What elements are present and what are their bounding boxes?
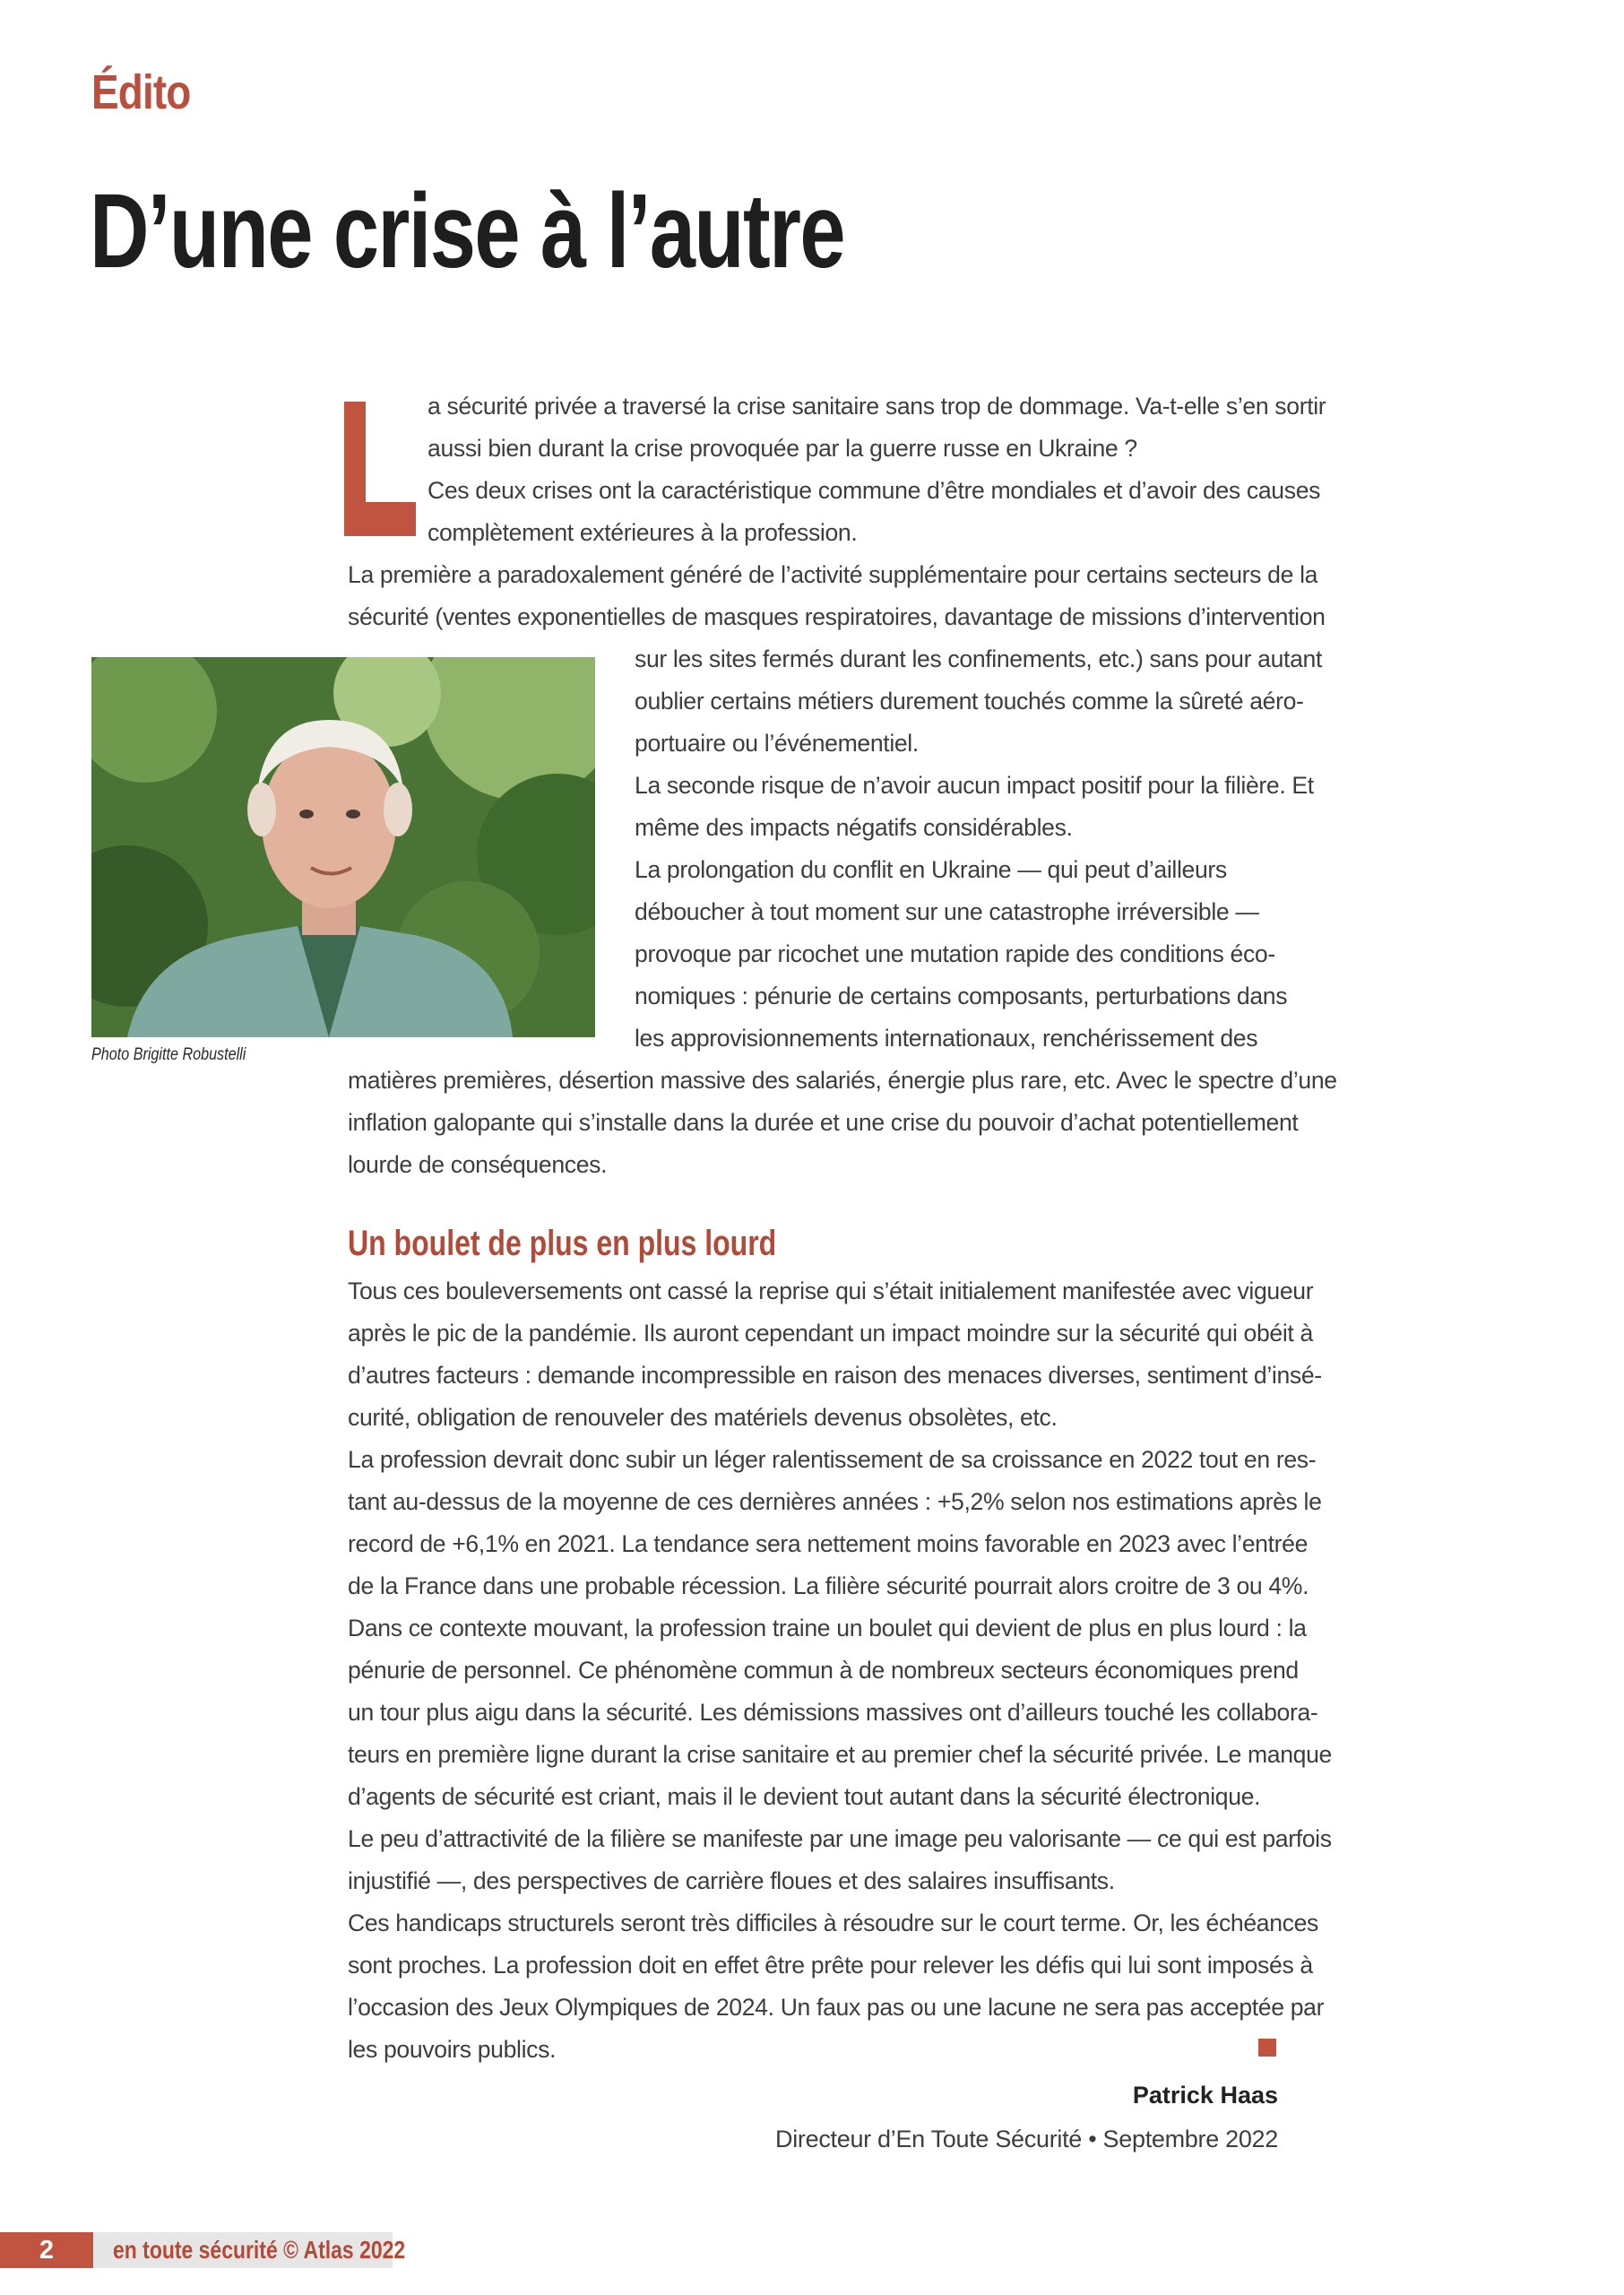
text-line: sont proches. La profession doit en effet être prête pour relever les défis qui lui sont imposés à <box>348 1952 1313 1979</box>
text-line: sécurité (ventes exponentielles de masques respiratoires, davantage de missions d’intervention <box>348 603 1326 630</box>
section-kicker: Édito <box>91 65 191 119</box>
author-photo <box>91 657 595 1037</box>
text-line: même des impacts négatifs considérables. <box>635 814 1073 841</box>
text-line: Dans ce contexte mouvant, la profession traine un boulet qui devient de plus en plus lourd : la <box>348 1615 1307 1641</box>
text-line: déboucher à tout moment sur une catastrophe irréversible — <box>635 898 1259 925</box>
text-line: record de +6,1% en 2021. La tendance sera nettement moins favorable en 2023 avec l’entrée <box>348 1530 1309 1557</box>
footer-publication: en toute sécurité © Atlas 2022 <box>113 2236 406 2264</box>
text-line: d’agents de sécurité est criant, mais il le devient tout autant dans la sécurité électronique. <box>348 1783 1261 1810</box>
text-line: les pouvoirs publics. <box>348 2036 557 2063</box>
text-line: aussi bien durant la crise provoquée par la guerre russe en Ukraine ? <box>428 435 1137 462</box>
text-line: sur les sites fermés durant les confinements, etc.) sans pour autant <box>635 645 1323 672</box>
text-line: a sécurité privée a traversé la crise sanitaire sans trop de dommage. Va-t-elle s’en sortir <box>428 393 1326 420</box>
text-line: de la France dans une probable récession. La filière sécurité pourrait alors croitre de 3 ou 4%. <box>348 1572 1309 1599</box>
text-line: un tour plus aigu dans la sécurité. Les démissions massives ont d’ailleurs touché les collabora- <box>348 1699 1318 1726</box>
text-line: tant au-dessus de la moyenne de ces dernières années : +5,2% selon nos estimations après le <box>348 1488 1322 1515</box>
text-line: après le pic de la pandémie. Ils auront cependant un impact moindre sur la sécurité qui obéit à <box>348 1320 1313 1347</box>
text-line: La seconde risque de n’avoir aucun impact positif pour la filière. Et <box>635 772 1314 799</box>
portrait-illustration <box>91 657 595 1037</box>
page-title: D’une crise à l’autre <box>90 172 844 290</box>
text-line: Ces deux crises ont la caractéristique commune d’être mondiales et d’avoir des causes <box>428 477 1321 504</box>
text-line: d’autres facteurs : demande incompressible en raison des menaces diverses, sentiment d’insé- <box>348 1362 1322 1389</box>
text-line: teurs en première ligne durant la crise sanitaire et au premier chef la sécurité privée. Le manque <box>348 1741 1332 1768</box>
author-name: Patrick Haas <box>1132 2082 1278 2109</box>
text-line: La profession devrait donc subir un léger ralentissement de sa croissance en 2022 tout en res- <box>348 1446 1317 1473</box>
text-line: les approvisionnements internationaux, renchérissement des <box>635 1025 1258 1052</box>
text-line: injustifié —, des perspectives de carrière floues et des salaires insuffisants. <box>348 1867 1115 1894</box>
author-role: Directeur d’En Toute Sécurité • Septembre 2022 <box>775 2126 1278 2152</box>
text-line: La prolongation du conflit en Ukraine — qui peut d’ailleurs <box>635 856 1227 883</box>
text-line: Tous ces bouleversements ont cassé la reprise qui s’était initialement manifestée avec vigueur <box>348 1277 1314 1304</box>
text-line: matières premières, désertion massive des salariés, énergie plus rare, etc. Avec le spectre d’une <box>348 1067 1337 1094</box>
text-line: lourde de conséquences. <box>348 1151 608 1178</box>
page-number: 2 <box>0 2232 93 2268</box>
text-line: oublier certains métiers durement touchés comme la sûreté aéro- <box>635 688 1304 714</box>
text-line: La première a paradoxalement généré de l’activité supplémentaire pour certains secteurs de la <box>348 561 1318 588</box>
text-line: curité, obligation de renouveler des matériels devenus obsolètes, etc. <box>348 1404 1058 1431</box>
photo-caption: Photo Brigitte Robustelli <box>91 1045 246 1064</box>
text-line: pénurie de personnel. Ce phénomène commun à de nombreux secteurs économiques prend <box>348 1657 1299 1684</box>
text-line: nomiques : pénurie de certains composants, perturbations dans <box>635 983 1288 1009</box>
text-line: portuaire ou l’événementiel. <box>635 730 919 757</box>
text-line: complètement extérieures à la profession. <box>428 519 858 546</box>
text-line: Ces handicaps structurels seront très difficiles à résoudre sur le court terme. Or, les échéances <box>348 1910 1319 1936</box>
section-heading: Un boulet de plus en plus lourd <box>348 1224 777 1263</box>
text-line: inflation galopante qui s’installe dans la durée et une crise du pouvoir d’achat potentiellement <box>348 1109 1299 1136</box>
end-square-icon <box>1258 2039 1276 2057</box>
drop-cap <box>344 402 416 536</box>
text-line: provoque par ricochet une mutation rapide des conditions éco- <box>635 940 1275 967</box>
text-line: l’occasion des Jeux Olympiques de 2024. Un faux pas ou une lacune ne sera pas acceptée par <box>348 1994 1325 2021</box>
text-line: Le peu d’attractivité de la filière se manifeste par une image peu valorisante — ce qui est parfois <box>348 1825 1332 1852</box>
